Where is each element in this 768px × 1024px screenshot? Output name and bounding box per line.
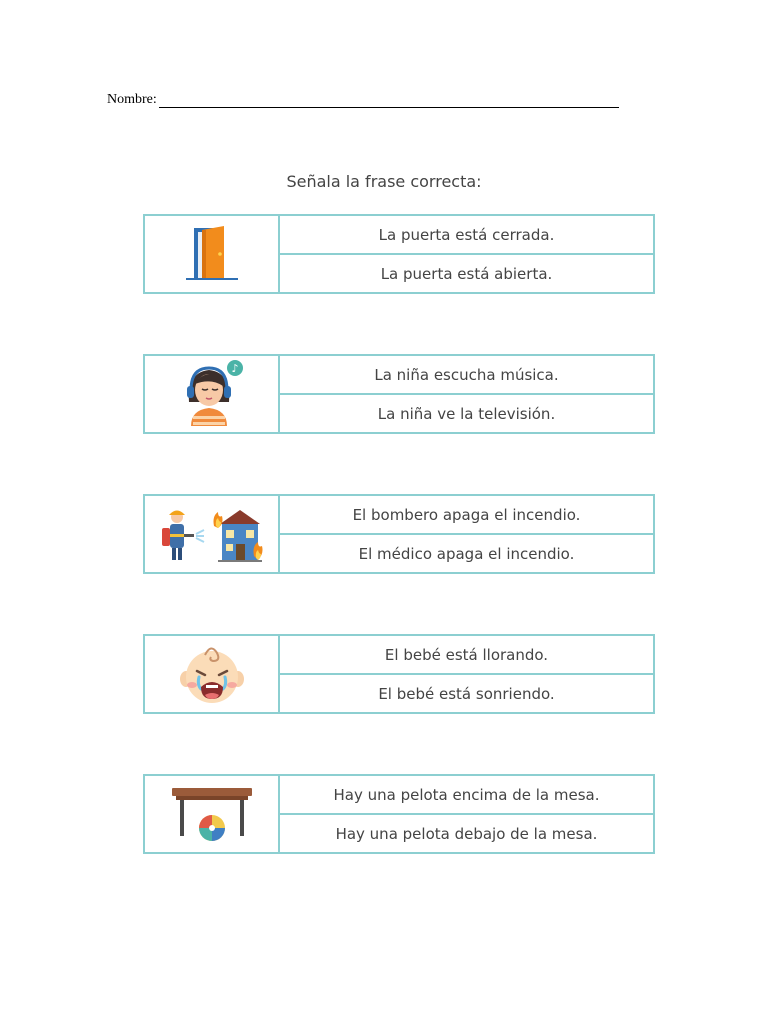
exercise-1-option-2[interactable]: La puerta está abierta. xyxy=(280,253,653,292)
exercise-2-picture xyxy=(145,356,280,432)
exercise-4-picture xyxy=(145,636,280,712)
open-door-icon xyxy=(180,222,244,286)
firefighter-house-fire-icon xyxy=(158,504,266,564)
instruction-text: Señala la frase correcta: xyxy=(286,172,482,191)
name-field[interactable] xyxy=(107,92,619,108)
exercise-2 xyxy=(143,354,655,434)
exercise-2-option-2[interactable]: La niña ve la televisión. xyxy=(280,393,653,432)
exercise-4-option-2[interactable]: El bebé está sonriendo. xyxy=(280,673,653,712)
exercise-3-option-1[interactable]: El bombero apaga el incendio. xyxy=(352,505,581,524)
exercise-5 xyxy=(143,774,655,854)
exercise-4-option-1[interactable]: El bebé está llorando. xyxy=(384,645,549,664)
ball-under-table-icon xyxy=(170,782,254,846)
exercise-1-option-1[interactable]: La puerta está cerrada. xyxy=(378,225,555,244)
exercise-3-picture xyxy=(145,496,280,572)
name-label: Nombre: xyxy=(107,92,157,107)
svg-text:♪: ♪ xyxy=(230,362,239,375)
girl-headphones-icon xyxy=(177,358,247,430)
exercise-1-picture xyxy=(145,216,280,292)
exercise-3-option-2[interactable]: El médico apaga el incendio. xyxy=(280,533,653,572)
exercise-5-picture xyxy=(145,776,280,852)
exercise-5-option-2[interactable]: Hay una pelota debajo de la mesa. xyxy=(280,813,653,852)
exercise-4 xyxy=(143,634,655,714)
crying-baby-icon xyxy=(177,639,247,709)
exercise-2-option-1[interactable]: La niña escucha música. xyxy=(374,365,559,384)
exercise-3 xyxy=(143,494,655,574)
exercise-1 xyxy=(143,214,655,294)
name-blank-line[interactable] xyxy=(159,93,619,108)
exercise-5-option-1[interactable]: Hay una pelota encima de la mesa. xyxy=(333,785,600,804)
